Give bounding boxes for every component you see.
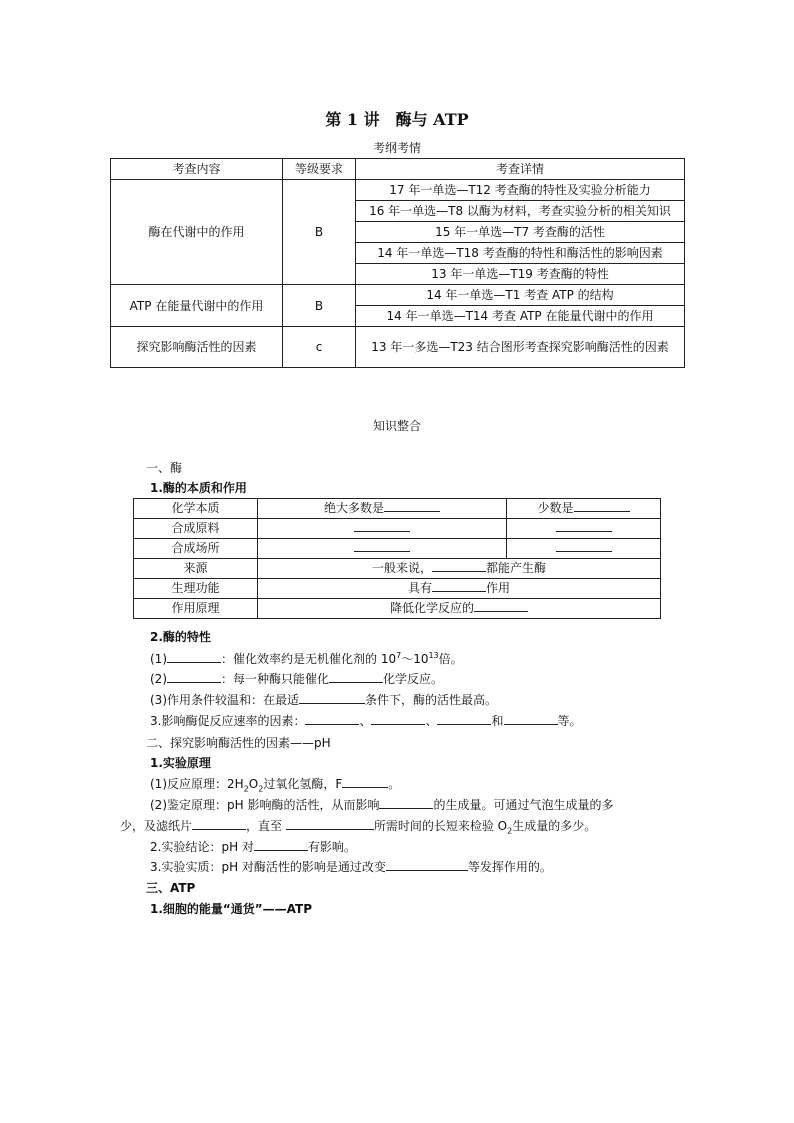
row-detail: 16 年一单选—T8 以酶为材料，考查实验分析的相关知识 xyxy=(356,201,685,222)
blank-field[interactable] xyxy=(384,499,440,512)
row-detail: 15 年一单选—T7 考查酶的活性 xyxy=(356,222,685,243)
table-row xyxy=(134,539,661,559)
blank-field[interactable] xyxy=(574,499,630,512)
row-label: 作用原理 xyxy=(134,599,258,619)
identification-principle-cont: 少，及滤纸片 ，直至 所需时间的长短来检验 $O_2$生成量的多少。 xyxy=(120,819,597,836)
blank-field[interactable] xyxy=(167,670,221,683)
blank-field[interactable] xyxy=(504,712,558,725)
row-detail: 17 年一单选—T12 考查酶的特性及实验分析能力 xyxy=(356,180,685,201)
row-detail: 13 年一多选—T23 结合图形考查探究影响酶活性的因素 xyxy=(356,327,685,368)
table-row xyxy=(134,579,661,599)
cell-text: 绝大多数是 xyxy=(323,501,384,515)
row-detail: 13 年一单选—T19 考查酶的特性 xyxy=(356,264,685,285)
enzyme-nature-table xyxy=(133,498,661,619)
blank-field[interactable] xyxy=(342,775,388,788)
row-detail: 14 年一单选—T18 考查酶的特性和酶活性的影响因素 xyxy=(356,243,685,264)
header-content: 考查内容 xyxy=(111,159,283,180)
header-level: 等级要求 xyxy=(283,159,356,180)
row-label: 合成场所 xyxy=(134,539,258,559)
blank-field[interactable] xyxy=(556,519,612,532)
cell-text: 一般来说， xyxy=(371,561,432,575)
blank-field[interactable] xyxy=(379,796,433,809)
row-content: ATP 在能量代谢中的作用 xyxy=(111,285,283,327)
row-content: 酶在代谢中的作用 xyxy=(111,180,283,285)
heading-atp-currency: 1.细胞的能量“通货”——ATP xyxy=(150,902,313,916)
exam-outline-table xyxy=(110,158,685,368)
row-label: 生理功能 xyxy=(134,579,258,599)
row-level: B xyxy=(283,285,356,327)
cell-text: 都能产生酶 xyxy=(486,561,547,575)
table-row xyxy=(134,519,661,539)
cell-text: 作用 xyxy=(486,581,511,595)
blank-field[interactable] xyxy=(299,691,365,704)
reaction-principle: (1)反应原理：$2H_2O_2$过氧化氢酶，F 。 xyxy=(150,777,401,794)
experiment-essence: 3.实验实质：pH 对酶活性的影响是通过改变 等发挥作用的。 xyxy=(150,860,552,874)
identification-principle: (2)鉴定原理：pH 影响酶的活性，从而影响 的生成量。可通过气泡生成量的多 xyxy=(150,798,614,812)
blank-field[interactable] xyxy=(474,599,528,612)
heading-enzyme: 一、酶 xyxy=(146,461,183,475)
blank-field[interactable] xyxy=(432,559,486,572)
table-row xyxy=(134,559,661,579)
blank-field[interactable] xyxy=(167,650,221,663)
property-efficiency: (1) ：催化效率约是无机催化剂的 $10^7\sim 10^{13}$倍。 xyxy=(150,651,463,666)
row-level: c xyxy=(283,327,356,368)
section-heading: 知识整合 xyxy=(372,419,421,433)
blank-field[interactable] xyxy=(556,539,612,552)
heading-ph: 二、探究影响酶活性的因素——pH xyxy=(146,736,331,750)
table-row xyxy=(134,599,661,619)
row-label: 合成原料 xyxy=(134,519,258,539)
cell-text: 少数是 xyxy=(537,501,574,515)
table-header-row xyxy=(111,159,685,180)
blank-field[interactable] xyxy=(354,519,410,532)
table-row xyxy=(111,327,685,368)
header-details: 考查详情 xyxy=(356,159,685,180)
table-row xyxy=(111,180,685,201)
blank-field[interactable] xyxy=(305,712,359,725)
table-row xyxy=(111,285,685,306)
row-label: 化学本质 xyxy=(134,499,258,519)
heading-enzyme-properties: 2.酶的特性 xyxy=(150,630,211,644)
property-specificity: (2) ：每一种酶只能催化 化学反应。 xyxy=(150,672,444,686)
cell-text: 具有 xyxy=(407,581,432,595)
row-label: 来源 xyxy=(134,559,258,579)
row-detail: 14 年一单选—T14 考查 ATP 在能量代谢中的作用 xyxy=(356,306,685,327)
cell-text: 降低化学反应的 xyxy=(389,601,474,615)
row-detail: 14 年一单选—T1 考查 ATP 的结构 xyxy=(356,285,685,306)
blank-field[interactable] xyxy=(286,817,374,830)
factors-line: 3.影响酶促反应速率的因素： 、 、 和 等。 xyxy=(150,714,582,728)
blank-field[interactable] xyxy=(371,712,425,725)
row-content: 探究影响酶活性的因素 xyxy=(111,327,283,368)
blank-field[interactable] xyxy=(329,670,383,683)
blank-field[interactable] xyxy=(386,858,468,871)
blank-field[interactable] xyxy=(192,817,246,830)
heading-principle: 1.实验原理 xyxy=(150,756,211,770)
table-caption: 考纲考情 xyxy=(372,141,421,155)
blank-field[interactable] xyxy=(432,579,486,592)
heading-enzyme-nature: 1.酶的本质和作用 xyxy=(150,481,247,495)
page-title: 第 1 讲 酶与 ATP xyxy=(325,110,469,129)
property-mild-conditions: (3)作用条件较温和：在最适 条件下，酶的活性最高。 xyxy=(150,693,498,707)
experiment-conclusion: 2.实验结论：pH 对 有影响。 xyxy=(150,840,356,854)
table-row xyxy=(134,499,661,519)
blank-field[interactable] xyxy=(437,712,491,725)
blank-field[interactable] xyxy=(354,539,410,552)
row-level: B xyxy=(283,180,356,285)
blank-field[interactable] xyxy=(254,838,308,851)
heading-atp: 三、ATP xyxy=(146,881,196,895)
